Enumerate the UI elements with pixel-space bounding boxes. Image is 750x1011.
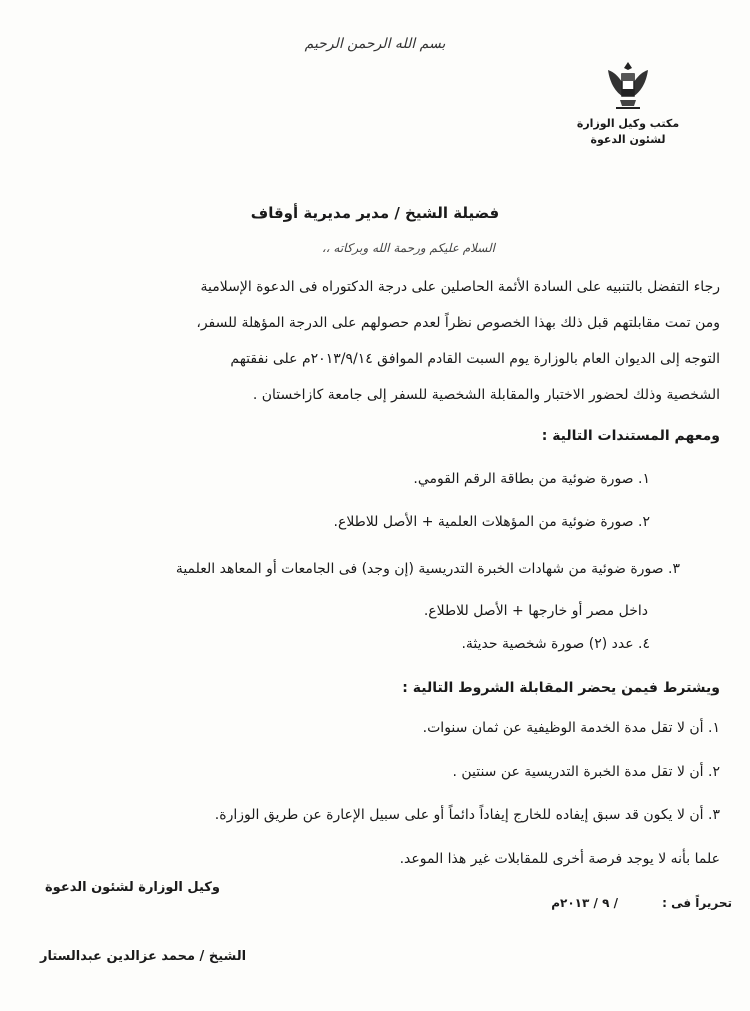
documents-heading: ومعهم المستندات التالية : (541, 428, 720, 444)
body-paragraph (30, 269, 720, 413)
condition-item: ٣. أن لا يكون قد سبق إيفاده للخارج إيفاداً دائماً أو على سبيل الإعارة عن طريق الوزارة. (214, 807, 720, 823)
document-item: ٢. صورة ضوئية من المؤهلات العلمية + الأصل للاطلاع. (333, 514, 650, 530)
document-item (60, 548, 680, 632)
date-label: تحريراً فى : (662, 896, 732, 910)
office-line-2: لشئون الدعوة (590, 133, 666, 146)
document-item-line: ٣. صورة ضوئية من شهادات الخبرة التدريسية (إن وجد) فى الجامعات أو المعاهد العلمية (175, 561, 680, 577)
date-value: / ٩ / ٢٠١٣م (551, 896, 618, 910)
body-line: ومن تمت مقابلتهم قبل ذلك بهذا الخصوص نظراً لعدم حصولهم على الدرجة المؤهلة للسفر، (196, 315, 720, 331)
body-line: رجاء التفضل بالتنبيه على السادة الأئمة الحاصلين على درجة الدكتوراه فى الدعوة الإسلامية (200, 279, 720, 295)
date-line (551, 896, 732, 910)
condition-item: ٢. أن لا تقل مدة الخبرة التدريسية عن سنتين . (452, 764, 720, 780)
condition-item: ١. أن لا تقل مدة الخدمة الوظيفية عن ثمان سنوات. (422, 720, 720, 736)
eagle-emblem-icon (604, 56, 652, 112)
signatory-title: وكيل الوزارة لشئون الدعوة (45, 880, 220, 895)
office-line-1: مكتب وكيل الوزارة (576, 117, 680, 130)
document-item-continuation: داخل مصر أو خارجها + الأصل للاطلاع. (423, 603, 648, 619)
document-item: ١. صورة ضوئية من بطاقة الرقم القومي. (413, 471, 650, 487)
signatory-name: الشيخ / محمد عزالدين عبدالستار (40, 949, 247, 964)
conditions-heading: ويشترط فيمن يحضر المقابلة الشروط التالية : (402, 680, 720, 696)
body-line: الشخصية وذلك لحضور الاختبار والمقابلة الشخصية للسفر إلى جامعة كازاخستان . (252, 387, 720, 403)
office-header (568, 116, 688, 148)
document-item: ٤. عدد (٢) صورة شخصية حديثة. (461, 636, 650, 652)
closing-note: علما بأنه لا يوجد فرصة أخرى للمقابلات غير هذا الموعد. (399, 851, 720, 867)
greeting: السلام عليكم ورحمة الله وبركاته ،، (321, 241, 495, 255)
body-line: التوجه إلى الديوان العام بالوزارة يوم السبت القادم الموافق ٢٠١٣/٩/١٤م على نفقتهم (230, 351, 720, 367)
basmala: بسم الله الرحمن الرحيم (304, 36, 446, 52)
addressee: فضيلة الشيخ / مدير مديرية أوقاف (250, 204, 500, 222)
